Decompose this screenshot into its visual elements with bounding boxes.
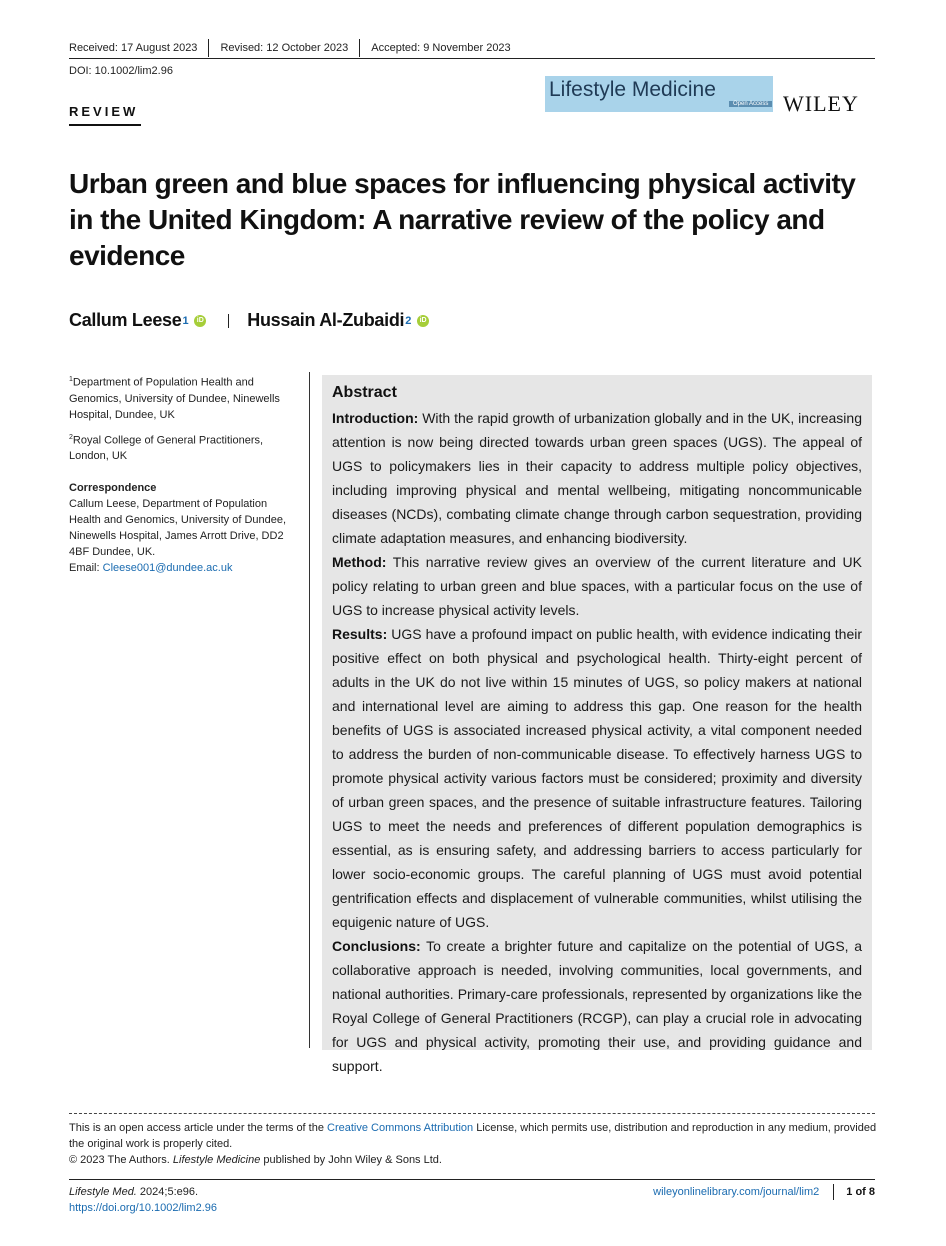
orcid-icon[interactable]: iD — [417, 315, 429, 327]
citation-block — [69, 1184, 217, 1216]
orcid-icon[interactable]: iD — [194, 315, 206, 327]
date-divider — [359, 39, 360, 57]
section-label: Method: — [332, 554, 387, 570]
citation-doi-link[interactable]: https://doi.org/10.1002/lim2.96 — [69, 1202, 217, 1214]
history-dates — [69, 39, 511, 57]
abstract-method — [332, 550, 862, 622]
section-text: This narrative review gives an overview of the current literature and UK policy relating to urban green and blue spaces, with a particular focus on the use of UGS to increase physical activity levels. — [332, 554, 862, 618]
license-text — [69, 1120, 879, 1152]
correspondence-block — [69, 496, 294, 576]
affiliation-marker[interactable]: 1 — [182, 314, 189, 327]
abstract-conclusions — [332, 934, 862, 1078]
section-text: UGS have a profound impact on public health, with evidence indicating their positive effect on both physical and psychological health. Thirty-eight percent of adults in the UK do not live within 15 minutes of UGS, so policy makers at national and international level are aiming to address this gap. One reason for the health benefits of UGS is associated increased physical activity, a vital component needed to address the burden of non-communicable disease. To effectively harness UGS to promote physical activity various factors must be considered; proximity and diversity of urban green spaces, and the presence of suitable infrastructure features. Tailoring UGS to meet the needs and preferences of different population demographics is essential, as is ensuring safety, and addressing barriers to access particularly for lower socio-economic groups. The careful planning of UGS must avoid potential gentrification effects and displacement of vulnerable communities, whilst utilising the equigenic nature of UGS. — [332, 626, 862, 930]
section-text: With the rapid growth of urbanization globally and in the UK, increasing attention is now being directed towards urban green spaces (UGS). The appeal of UGS to policymakers lies in their capacity to address multiple policy objectives, including improving physical and mental wellbeing, mitigating noncommunicable diseases (NCDs), combating climate change through carbon sequestration, providing climate adaptation measures, and enhancing biodiversity. — [332, 410, 862, 546]
revised-date: Revised: 12 October 2023 — [220, 42, 349, 54]
author-divider — [228, 314, 229, 328]
page-number: 1 of 8 — [846, 1186, 875, 1198]
section-text: To create a brighter future and capitalize on the potential of UGS, a collaborative approach is needed, involving communities, local governments, and national authorities. Primary-care professionals, represented by organizations like the Royal College of General Practitioners (RCGP), can play a crucial role in advocating for UGS and physical activity, promoting their use, and providing guidance and support. — [332, 938, 862, 1074]
article-type: REVIEW — [69, 104, 139, 119]
copyright-pre: © 2023 The Authors. — [69, 1154, 173, 1166]
copyright-post: published by John Wiley & Sons Ltd. — [260, 1154, 442, 1166]
journal-url-link[interactable]: wileyonlinelibrary.com/journal/lim2 — [653, 1186, 820, 1198]
correspondence-address: Callum Leese, Department of Population Health and Genomics, University of Dundee, Ninewells Hospital, James Arrott Drive, DD2 4BF Dundee, UK. — [69, 498, 287, 559]
affiliations-panel — [69, 372, 294, 583]
abstract-results — [332, 622, 862, 934]
affiliation — [69, 430, 294, 465]
copyright-text — [69, 1152, 879, 1168]
footer-right — [653, 1184, 875, 1200]
article-type-underline — [69, 124, 141, 126]
license-post: License, which permits use, distribution and reproduction in any medium, provided the original work is properly cited. — [69, 1122, 877, 1150]
open-access-badge: Open Access — [729, 101, 772, 107]
header-rule — [69, 58, 875, 59]
article-title: Urban green and blue spaces for influencing physical activity in the United Kingdom: A narrative review of the policy and evidence — [69, 168, 856, 271]
affiliation-number: 2 — [69, 433, 73, 441]
citation-journal: Lifestyle Med. — [69, 1186, 137, 1198]
affiliation-number: 1 — [69, 376, 73, 383]
date-divider — [208, 39, 209, 57]
publisher-logo: WILEY — [783, 91, 859, 116]
affiliation — [69, 372, 294, 423]
author-name[interactable]: Hussain Al-Zubaidi — [247, 310, 405, 330]
affiliation-text: Royal College of General Practitioners, London, UK — [69, 434, 264, 463]
license-pre: This is an open access article under the terms of the — [69, 1122, 328, 1134]
author-list — [69, 310, 429, 331]
footer-dashed-rule — [69, 1113, 875, 1114]
affiliation-marker[interactable]: 2 — [405, 314, 412, 327]
article-doi: DOI: 10.1002/lim2.96 — [69, 65, 173, 77]
journal-logo-name: Lifestyle Medicine — [549, 78, 716, 101]
email-link[interactable]: Cleese001@dundee.ac.uk — [102, 562, 233, 575]
footer-divider — [833, 1184, 834, 1200]
section-label: Results: — [332, 626, 388, 642]
abstract-introduction — [332, 406, 862, 550]
column-divider — [309, 372, 310, 1048]
accepted-date: Accepted: 9 November 2023 — [371, 42, 511, 54]
received-date: Received: 17 August 2023 — [69, 42, 198, 54]
copyright-journal: Lifestyle Medicine — [172, 1154, 261, 1166]
license-link[interactable]: Creative Commons Attribution — [327, 1122, 474, 1134]
license-notice — [69, 1120, 879, 1168]
section-label: Conclusions: — [332, 938, 421, 954]
correspondence-heading: Correspondence — [69, 482, 157, 495]
author-name[interactable]: Callum Leese — [69, 310, 182, 330]
footer-rule — [69, 1179, 875, 1180]
section-label: Introduction: — [332, 410, 419, 426]
citation-line — [69, 1184, 217, 1200]
abstract-box — [322, 375, 872, 1074]
citation-details: 2024;5:e96. — [136, 1186, 199, 1198]
email-label: Email: — [69, 562, 103, 575]
affiliation-text: Department of Population Health and Genomics, University of Dundee, Ninewells Hospital, Dundee, UK — [69, 376, 280, 421]
abstract-heading: Abstract — [332, 384, 397, 401]
